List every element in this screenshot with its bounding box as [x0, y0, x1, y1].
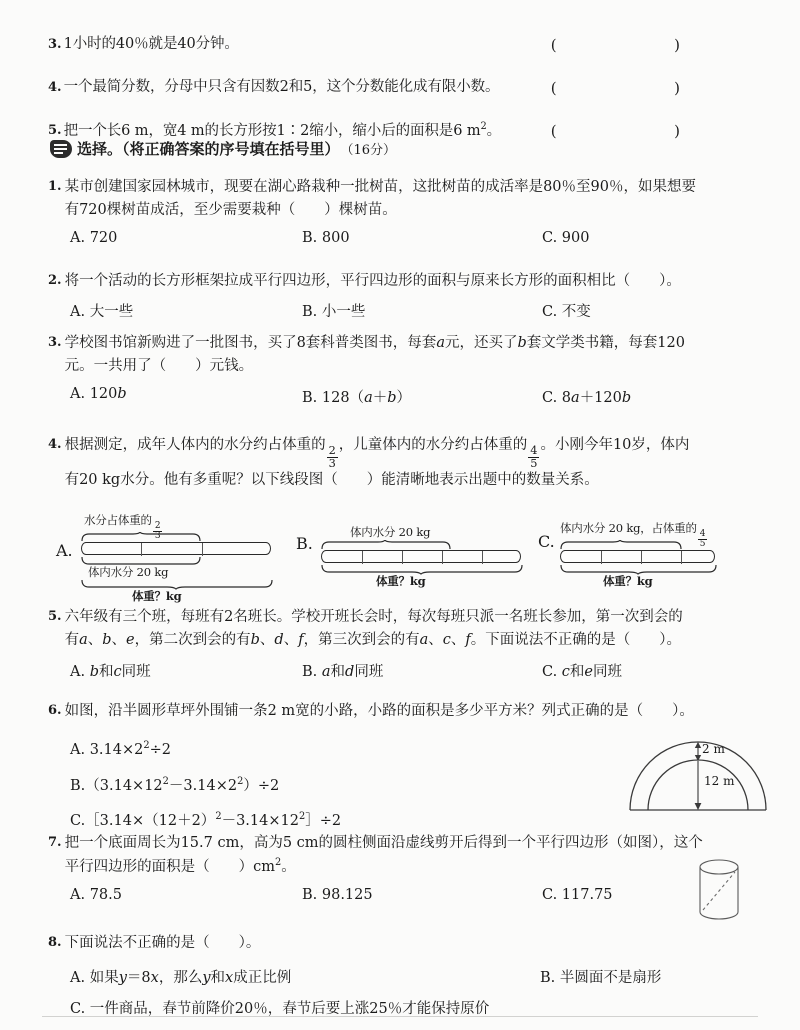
- question-8-option-b[interactable]: B. 半圆面不是扇形: [540, 970, 662, 987]
- tf-item-5-number: 5.: [48, 123, 62, 139]
- question-1-option-b[interactable]: B. 800: [302, 229, 350, 246]
- question-5-options: [48, 660, 760, 681]
- question-6-option-b[interactable]: $B.(3.14\times 12^2-3.14\times 2^2)\div 2$: [70, 775, 280, 794]
- question-3-stem-part-b: 元，还买了: [444, 335, 518, 351]
- cylinder-figure: [692, 856, 762, 928]
- section-score: （16分）: [340, 143, 397, 158]
- question-3-option-c-prefix: C. 8: [542, 389, 572, 406]
- question-3-option-a-var: b: [117, 385, 127, 402]
- question-5-stem-line2: 有a、b、e，第二次到会的有b、d、f，第三次到会的有a、c、f。下面说法不正确的是（ ）。: [64, 632, 681, 649]
- question-1-options: [48, 230, 760, 246]
- question-3-option-a-prefix: A. 120: [70, 385, 118, 402]
- tf-item-4-number: 4.: [48, 79, 62, 95]
- question-3-option-b-var2: b: [387, 389, 397, 406]
- question-8-number: 8.: [48, 935, 62, 950]
- question-3-option-b-mid: ＋: [372, 389, 388, 406]
- question-4-diagram-c-frac: $\frac{4}{5}$: [699, 529, 706, 550]
- question-4-stem-line2: 有20 kg水分。他有多重呢？以下线段图（ ）能清晰地表示出题中的数量关系。: [64, 472, 599, 489]
- question-5-option-c[interactable]: C. c和e同班: [542, 663, 623, 680]
- question-2-option-b[interactable]: B. 小一些: [302, 304, 366, 321]
- question-5-number: 5.: [48, 609, 62, 624]
- question-6-stem: [48, 700, 760, 723]
- question-2-stem-text: 将一个活动的长方形框架拉成平行四边形，平行四边形的面积与原来长方形的面积相比（ ）。: [64, 273, 681, 289]
- semicircle-label-inner: 12 m: [704, 774, 735, 788]
- question-1-number: 1.: [48, 179, 62, 194]
- question-4-diagram-a-label: A.: [56, 541, 73, 560]
- question-7-options: [48, 887, 760, 903]
- question-1-option-a[interactable]: A. 720: [70, 229, 118, 246]
- page-bottom-rule: [42, 1016, 758, 1017]
- question-4-stem-text: [65, 434, 760, 493]
- question-4-number: 4.: [48, 437, 62, 452]
- question-2-options: [48, 300, 760, 321]
- question-1: [48, 176, 760, 246]
- question-3-option-c-var2: b: [621, 389, 632, 406]
- question-3-option-a[interactable]: [70, 386, 302, 407]
- question-5-option-a[interactable]: A. b和c同班: [70, 663, 151, 680]
- question-5-option-b[interactable]: B. a和d同班: [302, 663, 384, 680]
- question-3-var-b: b: [517, 335, 527, 351]
- question-5-stem-text: [65, 606, 760, 653]
- tf-item-3-number: 3.: [48, 37, 62, 52]
- question-2-option-c[interactable]: C. 不变: [542, 304, 591, 321]
- question-7-option-a[interactable]: A. 78.5: [70, 886, 122, 903]
- question-7-stem-line2: 平行四边形的面积是（ ）$cm^2$。: [64, 857, 296, 876]
- question-3-option-b-prefix: B. 128（: [302, 389, 365, 406]
- question-5: [48, 606, 760, 681]
- question-4-diagram-a-frac: $\frac{2}{3}$: [154, 521, 161, 542]
- question-1-option-c[interactable]: C. 900: [542, 229, 590, 246]
- question-3-stem-part-a: 学校图书馆新购进了一批图书，买了8套科普类图书，每套: [64, 335, 437, 351]
- question-1-stem-text: [65, 176, 760, 223]
- question-8-option-a[interactable]: A. 如果y＝8x，那么y和x成正比例: [70, 970, 292, 987]
- question-4-diagram-a[interactable]: [48, 512, 298, 604]
- list-lines-icon: [50, 140, 72, 158]
- question-4-diagram-c-label: C.: [538, 532, 555, 551]
- question-3-option-b-suffix: ）: [396, 389, 412, 406]
- question-4-diagrams: [48, 512, 788, 604]
- question-4-stem-part-c: 。小刚今年10岁，体内: [540, 437, 690, 453]
- tf-item-5-text-pre: 把一个长6 m，宽4 m的长方形按1∶2缩小，缩小后的面积是6 m: [63, 122, 481, 139]
- question-2-stem: [48, 270, 760, 293]
- question-4: [48, 434, 760, 493]
- question-5-stem-line1: 六年级有三个班，每班有2名班长。学校开班长会时，每次每班只派一名班长参加，第一次到会的: [64, 609, 683, 625]
- question-3-stem-text: [65, 332, 760, 379]
- question-4-fraction-four-fifths: [528, 445, 539, 469]
- tf-item-3: [48, 34, 760, 56]
- question-2-option-a[interactable]: A. 大一些: [70, 304, 134, 321]
- section-header-choice: [50, 138, 396, 159]
- question-3-options: [48, 386, 760, 407]
- question-4-diagram-b[interactable]: [288, 520, 538, 604]
- question-3-stem: [48, 332, 760, 379]
- question-7-number: 7.: [48, 835, 62, 850]
- question-4-diagram-a-top-brace: [81, 532, 201, 542]
- cylinder-svg: [692, 856, 762, 928]
- question-4-diagram-a-bottom-caption: 体重？kg: [132, 589, 182, 603]
- tf-item-4-text: 一个最简分数，分母中只含有因数2和5，这个分数能化成有限小数。: [63, 78, 500, 95]
- question-7-stem: [48, 832, 760, 880]
- question-4-diagram-c-bottom-caption: 体重？kg: [603, 574, 653, 588]
- question-6-number: 6.: [48, 703, 62, 718]
- question-4-frac2-denominator: 5: [530, 456, 538, 470]
- semicircle-path-figure: [622, 722, 782, 818]
- question-8-options-row1: [48, 966, 760, 987]
- question-3-var-a: a: [436, 335, 445, 351]
- question-4-fraction-two-thirds: [327, 445, 338, 469]
- tf-item-4-answer-parens[interactable]: ( ): [550, 78, 716, 97]
- question-4-diagram-c[interactable]: [535, 518, 785, 604]
- question-8-option-c[interactable]: C. 一件商品，春节前降价20％，春节后要上涨25％才能保持原价: [70, 1001, 490, 1018]
- semicircle-label-outer: 2 m: [702, 742, 725, 756]
- question-3-option-b-var1: a: [364, 389, 373, 406]
- question-1-stem-line2: 有720棵树苗成活，至少需要栽种（ ）棵树苗。: [64, 202, 397, 219]
- question-8-stem-text: 下面说法不正确的是（ ）。: [64, 935, 261, 951]
- semicircle-path-svg: [622, 722, 782, 818]
- question-4-diagram-a-mid-caption: 体内水分 20 kg: [88, 565, 169, 579]
- question-6-stem-text: 如图，沿半圆形草坪外围铺一条2 m宽的小路，小路的面积是多少平方米？列式正确的是（ ）。: [64, 703, 694, 719]
- question-4-stem: [48, 434, 760, 493]
- question-5-stem: [48, 606, 760, 653]
- question-1-stem: [48, 176, 760, 223]
- question-3-option-c-mid: ＋120: [579, 389, 622, 406]
- question-6-option-a[interactable]: A. $3.14\times 2^2\div 2$: [70, 740, 171, 759]
- question-3-option-c-var1: a: [571, 389, 580, 406]
- tf-item-3-text: 1小时的40％就是40分钟。: [63, 36, 239, 52]
- question-4-diagram-b-top-brace: [321, 540, 451, 550]
- question-4-diagram-c-top-caption: 体内水分 20 kg，占体重的 $\frac{4}{5}$: [560, 521, 706, 550]
- question-3: [48, 332, 760, 407]
- question-4-stem-part-a: 根据测定，成年人体内的水分约占体重的: [64, 437, 326, 453]
- tf-item-5-answer-parens[interactable]: ( ): [550, 121, 716, 140]
- question-4-diagram-b-bottom-caption: 体重？kg: [376, 574, 426, 588]
- question-4-diagram-b-bar: [321, 550, 521, 563]
- question-3-option-c[interactable]: [542, 386, 742, 407]
- question-3-stem-line2: 元。一共用了（ ）元钱。: [64, 358, 254, 375]
- question-7-stem-text: [65, 832, 760, 880]
- question-8: [48, 932, 760, 1018]
- question-2: [48, 270, 760, 321]
- question-7: [48, 832, 760, 903]
- question-2-number: 2.: [48, 273, 62, 288]
- question-3-number: 3.: [48, 335, 62, 350]
- section-title: 选择。（将正确答案的序号填在括号里）: [77, 140, 340, 158]
- question-7-option-c[interactable]: C. 117.75: [542, 886, 613, 903]
- question-4-diagram-a-top-caption: 水分占体重的 $\frac{2}{3}$: [84, 513, 161, 542]
- question-4-diagram-c-top-brace: [560, 540, 682, 550]
- question-3-stem-part-c: 套文学类书籍，每套120: [526, 335, 685, 351]
- question-4-diagram-c-bar: [560, 550, 715, 563]
- question-3-option-b[interactable]: [302, 386, 542, 407]
- tf-item-5-superscript: 2: [480, 120, 487, 132]
- question-8-stem: [48, 932, 760, 955]
- question-4-diagram-b-label: B.: [296, 534, 313, 553]
- question-6-option-c[interactable]: $C.[3.14\times(12+2)^2-3.14\times 12^2]\div 2$: [70, 810, 342, 829]
- tf-item-4: [48, 77, 760, 99]
- question-1-stem-line1: 某市创建国家园林城市，现要在湖心路栽种一批树苗，这批树苗的成活率是80％至90％，如果想要: [64, 179, 696, 195]
- question-4-stem-part-b: ，儿童体内的水分约占体重的: [338, 437, 528, 453]
- question-4-frac1-denominator: 3: [328, 456, 336, 470]
- question-4-diagram-a-bar: [81, 542, 271, 555]
- question-4-frac2-numerator: 4: [530, 444, 538, 458]
- question-7-stem-line1: 把一个底面周长为15.7 cm，高为5 cm的圆柱侧面沿虚线剪开后得到一个平行四边形（如图），这个: [64, 835, 703, 851]
- tf-item-5-text-post: 。: [486, 122, 502, 139]
- question-7-option-b[interactable]: B. 98.125: [302, 886, 373, 903]
- question-4-diagram-b-top-caption: 体内水分 20 kg: [350, 525, 431, 539]
- question-4-frac1-numerator: 2: [328, 444, 336, 458]
- tf-item-3-answer-parens[interactable]: ( ): [550, 36, 716, 54]
